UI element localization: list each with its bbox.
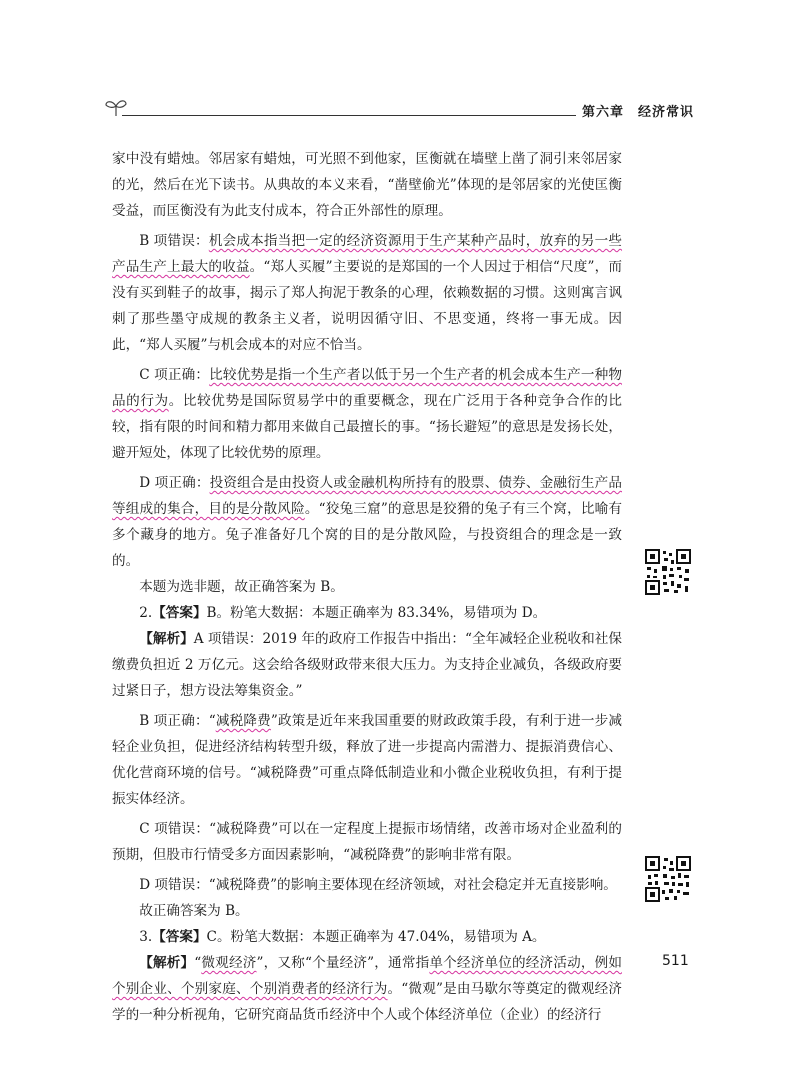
paragraph-q2-option-c: C 项错误：“减税降费”可以在一定程度上提振市场情绪，改善市场对企业盈利的预期，但股市行情受多方面因素影响，“减税降费”的影响非常有限。 — [112, 821, 622, 863]
paragraph-q2-option-d: D 项错误：“减税降费”的影响主要体现在经济领域，对社会稳定并无直接影响。 — [139, 877, 617, 893]
analysis-q3 — [112, 950, 622, 1028]
option-label: B 项错误： — [139, 233, 209, 249]
paragraph-option-d — [112, 470, 622, 574]
paragraph-text: 。“狡兔三窟”的意思是狡猾的兔子有三个窝，比喻有多个藏身的地方。兔子准备好几个窝的目的是分散风险，与投资组合的理念是一致的。 — [112, 501, 622, 569]
body-text — [112, 146, 622, 1028]
paragraph-text: 。比较优势是国际贸易学中的重要概念，现在广泛用于各种竞争合作的比较，指有限的时间和精力都用来做自己最擅长的事。“扬长避短”的意思是发扬长处，避开短处，体现了比较优势的原理。 — [112, 393, 622, 461]
paragraph-conclusion: 本题为选非题，故正确答案为 B。 — [139, 579, 344, 595]
option-label: D 项正确： — [139, 475, 210, 491]
page-number: 511 — [662, 953, 689, 969]
analysis-text: 。“微观”是由马歇尔等奠定的微观经济学的一种分析视角，它研究商品货币经济中个人或个体经济单位（企业）的经济行 — [112, 981, 623, 1023]
answer-label: 【答案】 — [152, 929, 207, 945]
highlighted-definition: 机会成本指当把一定的经济资源用于生产某种产品时，放弃的另一些产品生产上最大的收益 — [112, 233, 623, 275]
paragraph-option-c — [112, 362, 622, 466]
chapter-title — [576, 101, 694, 120]
option-label: C 项正确： — [139, 367, 210, 383]
question-number: 2. — [139, 605, 153, 621]
paragraph-text: ”政策是近年来我国重要的财政政策手段，有利于进一步减轻企业负担，促进经济结构转型升级，释放了进一步提高内需潜力、提振消费信心、优化营商环境的信号。“减税降费”可重点降低制造业和小微企业税收负担，有利于提振实体经济。 — [112, 713, 622, 807]
chapter-number: 第六章 — [581, 105, 624, 120]
paragraph-text: 。“郑人买履”主要说的是郑国的一个人因过于相信“尺度”，而没有买到鞋子的故事，揭示了郑人拘泥于教条的心理，依赖数据的习惯。这则寓言讽刺了那些墨守成规的教条主义者，说明因循守旧、不思变通，终将一事无成。因此，“郑人买履”与机会成本的对应不恰当。 — [112, 259, 623, 353]
paragraph-q2-conclusion: 故正确答案为 B。 — [139, 903, 249, 919]
analysis-text: ”，又称“个量经济”，通常指 — [256, 955, 430, 971]
highlighted-term: 微观经济 — [201, 955, 257, 971]
analysis-text: A 项错误：2019 年的政府工作报告中指出：“全年减轻企业税收和社保缴费负担近 2 万亿元。这会给各级财政带来很大压力。为支持企业减负，各级政府要过紧日子，想方设法筹集资金。” — [112, 631, 622, 699]
analysis-label: 【解析】 — [139, 631, 194, 647]
highlighted-definition: 单个经济单位的经济活动，例如个别企业、个别家庭、个别消费者的经济行为 — [112, 955, 622, 997]
highlighted-definition: 比较优势是指一个生产者以低于另一个生产者的机会成本生产一种物品的行为 — [112, 367, 622, 409]
chapter-name: 经济常识 — [637, 105, 694, 120]
highlighted-term: 减税降费 — [215, 713, 271, 729]
answer-text: B。粉笔大数据：本题正确率为 83.34%，易错项为 D。 — [206, 605, 547, 621]
quote-mark: “ — [194, 955, 202, 971]
analysis-label: 【解析】 — [139, 955, 195, 971]
answer-label: 【答案】 — [152, 605, 207, 621]
qr-code-icon[interactable] — [644, 548, 692, 596]
highlighted-definition: 投资组合是由投资人或金融机构所持有的股票、债券、金融衍生产品等组成的集合，目的是分散风险 — [112, 475, 622, 517]
question-number: 3. — [139, 929, 153, 945]
paragraph-option-b — [112, 228, 622, 358]
answer-text: C。粉笔大数据：本题正确率为 47.04%，易错项为 A。 — [206, 929, 546, 945]
analysis-q2 — [112, 626, 622, 704]
paragraph: 家中没有蜡烛。邻居家有蜡烛，可光照不到他家，匡衡就在墙壁上凿了洞引来邻居家的光，然后在光下读书。从典故的本义来看，“凿壁偷光”体现的是邻居家的光使匡衡受益，而匡衡没有为此支付成本，符合正外部性的原理。 — [112, 151, 622, 219]
option-label: B 项正确：“ — [139, 713, 216, 729]
qr-code-icon[interactable] — [644, 855, 692, 903]
answer-line-q3 — [112, 924, 622, 950]
answer-line-q2 — [112, 600, 622, 626]
running-header — [104, 96, 700, 122]
paragraph-q2-option-b — [112, 708, 622, 812]
